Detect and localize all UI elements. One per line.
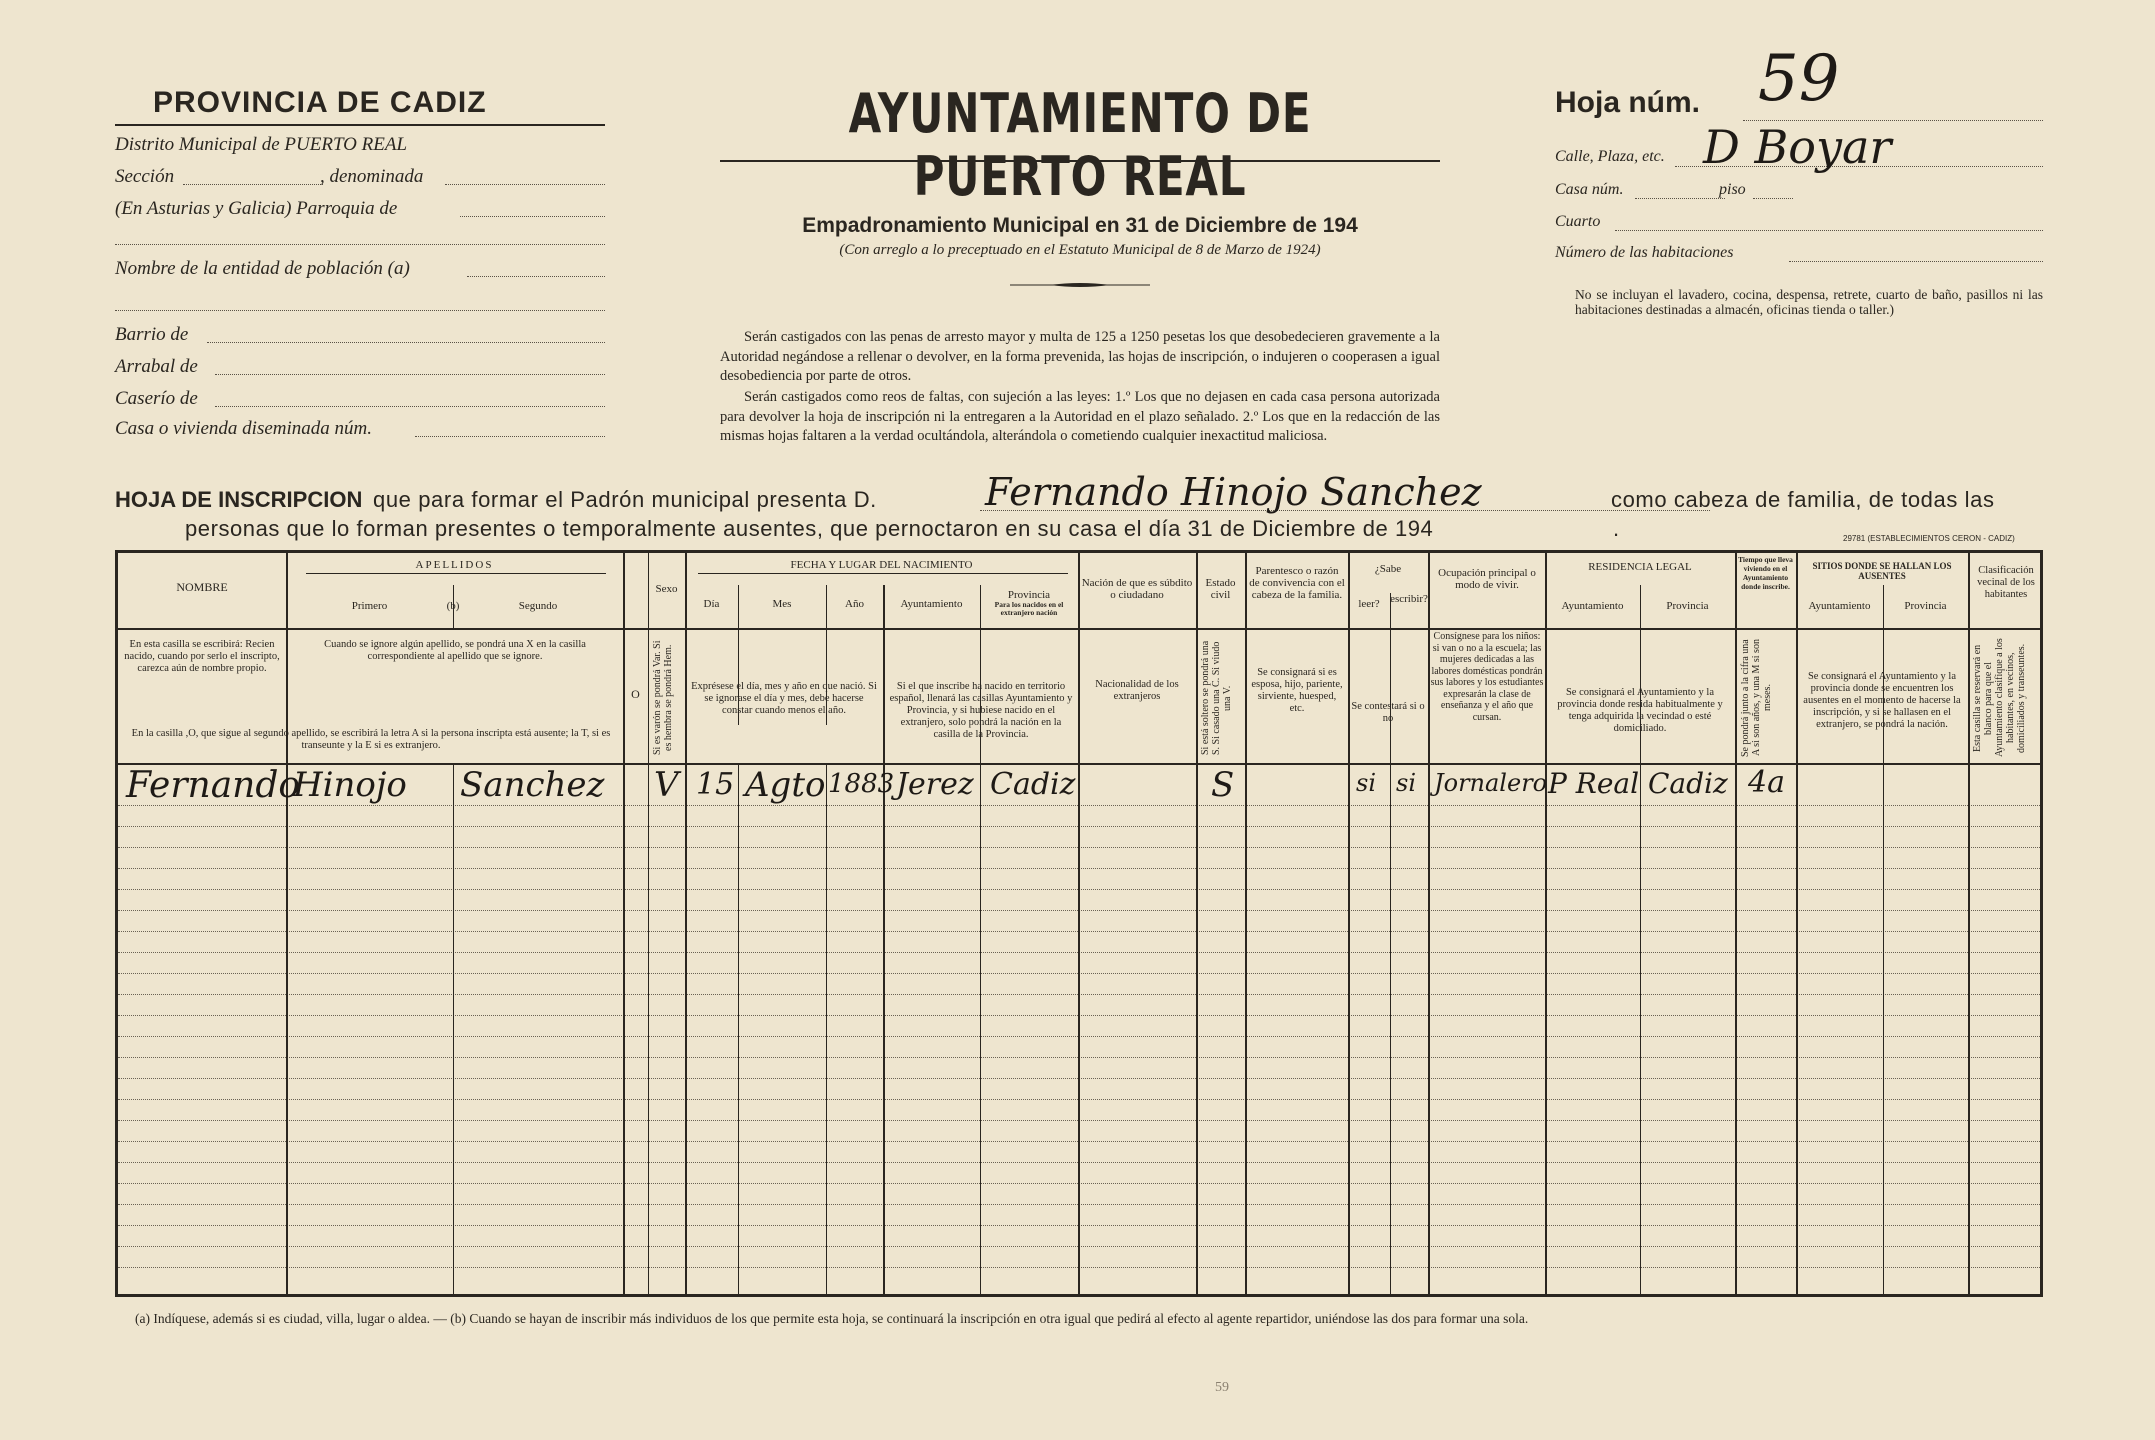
province-underline: [115, 124, 605, 126]
header-sabe: ¿Sabe: [1374, 563, 1402, 575]
inscripcion-text-1: que para formar el Padrón municipal presenta D.: [373, 487, 877, 512]
fecha-rule: [698, 573, 1068, 574]
penalty-paragraph-1: Serán castigados con las penas de arresto mayor y multa de 125 a 1250 pesetas los que desobedecieren gravemente a la Autoridad negándose a rellenar o devolver, en la forma prevenida, las hojas de inscripción, o indujeren o cooperasen a igual desobediencia por parte de otros.: [720, 329, 1440, 384]
col-rule: [286, 553, 288, 1294]
col-rule: [623, 553, 625, 1294]
ornament-divider: [1010, 276, 1150, 284]
entry-provincia: Cadiz: [990, 767, 1076, 802]
instr-clasificacion: Esta casilla se reservará en blanco para que el Ayuntamiento clasifique a los habitantes, en vecinos, domiciliados y transeuntes.: [1972, 638, 2027, 758]
barrio-line: [207, 342, 605, 343]
instr-tiempo: Se pondrá junto a la cifra una A si son años, y una M si son meses.: [1740, 639, 1773, 757]
denominada-line: [445, 184, 605, 185]
caserio-line: [215, 406, 605, 407]
entry-escribir: si: [1396, 769, 1416, 797]
col-rule: [648, 553, 649, 1294]
entry-ayuntamiento: Jerez: [896, 767, 974, 802]
entry-estado: S: [1211, 765, 1235, 805]
inscripcion-text-4: .: [1613, 516, 1620, 541]
parroquia-line-2: [115, 244, 605, 245]
estatuto-note: (Con arreglo a lo preceptuado en el Estatuto Municipal de 8 de Marzo de 1924): [839, 242, 1321, 258]
header-estado: Estado civil: [1205, 577, 1236, 601]
header-sit-prov: Provincia: [1904, 600, 1947, 612]
header-primero: Primero: [351, 600, 388, 612]
instr-sexo: Si es varón se pondrá Var. Si es hembra se pondrá Hem.: [652, 640, 674, 756]
entry-dia: 15: [696, 767, 735, 802]
barrio-label: Barrio de: [115, 324, 189, 345]
parroquia-line: [460, 216, 605, 217]
col-rule: [883, 585, 885, 1294]
entidad-line: [467, 276, 605, 277]
instr-nacion: Nacionalidad de los extranjeros: [1095, 679, 1179, 702]
entidad-label: Nombre de la entidad de población (a): [115, 258, 410, 279]
entidad-line-2: [115, 310, 605, 311]
inscripcion-text-2: como cabeza de familia, de todas las: [1611, 487, 1995, 512]
header-res-ayto: Ayuntamiento: [1561, 600, 1624, 612]
entry-mes: Agto: [745, 765, 826, 805]
inscripcion-lead: HOJA DE INSCRIPCION: [115, 487, 363, 512]
habitaciones-note: No se incluyan el lavadero, cocina, despensa, retrete, cuarto de baño, pasillos ni las habitaciones destinadas a almacén, oficinas tienda o taller.): [1575, 287, 2043, 317]
casa-num-line: [1635, 198, 1725, 199]
entry-tiempo: 4a: [1748, 765, 1785, 800]
header-nombre: NOMBRE: [176, 580, 228, 594]
instr-nombre: En esta casilla se escribirá: Recien nacido, cuando por serlo el inscripto, carezca aún de nombre propio.: [124, 639, 280, 674]
instr-ocupacion: Consígnese para los niños: si van o no a la escuela; las mujeres dedicadas a las labores domésticas pondrán sus labores y los estudiantes expresarán la clase de enseñanza y el año que cursan.: [1430, 631, 1544, 723]
instr-apellidos: Cuando se ignore algún apellido, se pondrá una X en la casilla correspondiente al apellido que se ignore.: [324, 639, 586, 662]
inscription-table: [115, 550, 2043, 1297]
col-rule: [453, 763, 454, 1294]
arrabal-label: Arrabal de: [115, 356, 198, 377]
apellidos-rule: [306, 573, 606, 574]
col-rule: [738, 763, 739, 1294]
header-escribir: escribir?: [1390, 593, 1428, 605]
instr-o: O: [631, 687, 640, 701]
casa-num-label: Casa núm.: [1555, 181, 1624, 198]
head-of-family-name: Fernando Hinojo Sanchez: [985, 470, 1482, 514]
left-header: [115, 82, 605, 452]
distrito-label: Distrito Municipal de PUERTO REAL: [115, 134, 408, 155]
cuarto-label: Cuarto: [1555, 213, 1601, 230]
denominada-label: , denominada: [320, 166, 424, 187]
header-ayuntamiento: Ayuntamiento: [900, 598, 963, 610]
col-rule: [1735, 553, 1737, 1294]
instr-estado: Si está soltero se pondrá una S. Si casado una C. Si viudo una V.: [1200, 640, 1233, 756]
entry-res-prov: Cadiz: [1648, 767, 1728, 800]
entry-anio: 1883: [828, 769, 895, 799]
inscripcion-text-3: personas que lo forman presentes o temporalmente ausentes, que pernoctaron en su casa el día 31 de Diciembre de 194: [185, 516, 1434, 541]
habitaciones-line: [1789, 261, 2043, 262]
cuarto-line: [1615, 230, 2043, 231]
center-header: [700, 82, 1460, 472]
entry-primero: Hinojo: [293, 765, 407, 805]
header-parentesco: Parentesco o razón de convivencia con el cabeza de la familia.: [1249, 565, 1345, 601]
entry-sexo: V: [654, 765, 679, 805]
arrabal-line: [215, 374, 605, 375]
header-leer: leer?: [1358, 598, 1380, 610]
entry-leer: si: [1356, 769, 1376, 797]
printer-mark: 29781 (ESTABLECIMIENTOS CERON - CADIZ): [1843, 534, 2015, 543]
header-clasificacion: Clasificación vecinal de los habitantes: [1977, 565, 2035, 600]
header-anio: Año: [845, 598, 864, 610]
header-provincia: Provincia: [1007, 589, 1051, 601]
seccion-label: Sección: [115, 166, 175, 187]
col-rule: [685, 553, 687, 1294]
entry-nombre: Fernando: [126, 765, 301, 806]
header-ocupacion: Ocupación principal o modo de vivir.: [1438, 567, 1536, 591]
calle-value: D Boyar: [1703, 120, 1892, 174]
header-b-note: (b): [446, 600, 460, 612]
seccion-line: [183, 184, 323, 185]
entry-ocupacion: Jornalero: [1434, 769, 1548, 797]
col-rule: [1968, 553, 1970, 1294]
instr-casilla-o: En la casilla ,O, que sigue al segundo apellido, se escribirá la letra A si la persona inscripta está ausente; la T, si es transeunte y la E si es extranjero.: [131, 728, 611, 751]
title-underline: [720, 160, 1440, 162]
instr-lugar: Si el que inscribe ha nacido en territorio español, llenará las casillas Ayuntamiento y Provincia, y si hubiese nacido en el extranjero, solo pondrá la nación en la casilla de la Provincia.: [889, 681, 1073, 740]
penalty-paragraph-2: Serán castigados como reos de faltas, con sujeción a las leyes: 1.º Los que no dejasen en cada casa persona autorizada para devolver la hoja de inscripción ni la entregaren a la Autoridad en el plazo señalado. 2.º Los que en la redacción de las mismas hojas faltaren a la verdad ocultándola, alterándola o cometiendo cualquier inexactitud maliciosa.: [720, 389, 1440, 444]
header-sit-ayto: Ayuntamiento: [1808, 600, 1871, 612]
col-rule: [826, 763, 827, 1294]
header-sitios: SITIOS DONDE SE HALLAN LOS AUSENTES: [1812, 561, 1952, 581]
hoja-num-label: Hoja núm.: [1555, 86, 1701, 119]
col-rule: [1245, 553, 1247, 1294]
header-res-prov: Provincia: [1666, 600, 1709, 612]
inscripcion-block: [115, 470, 2045, 544]
col-rule: [1390, 593, 1391, 1294]
casa-diseminada-line: [415, 436, 605, 437]
col-rule: [1196, 553, 1198, 1294]
entry-res-ayto: P Real: [1548, 767, 1640, 800]
empadronamiento-subtitle: Empadronamiento Municipal en 31 de Diciembre de 194: [802, 214, 1358, 237]
col-rule: [1545, 553, 1547, 1294]
entry-segundo: Sanchez: [460, 765, 605, 805]
header-apellidos: APELLIDOS: [415, 559, 494, 571]
province-title: PROVINCIA DE CADIZ: [153, 86, 487, 119]
parroquia-label: (En Asturias y Galicia) Parroquia de: [115, 198, 398, 219]
header-nacion: Nación de que es súbdito o ciudadano: [1081, 577, 1193, 601]
ayuntamiento-title: AYUNTAMIENTO DE PUERTO REAL: [848, 82, 1312, 208]
col-rule: [1348, 553, 1350, 1294]
instr-parentesco: Se consignará si es esposa, hijo, pariente, sirviente, huesped, etc.: [1251, 667, 1343, 714]
casa-diseminada-label: Casa o vivienda diseminada núm.: [115, 418, 373, 439]
header-tiempo: Tiempo que lleva viviendo en el Ayuntamiento donde inscribe.: [1738, 555, 1793, 591]
header-dia: Día: [703, 598, 720, 610]
piso-line: [1753, 198, 1793, 199]
header-sexo: Sexo: [655, 583, 678, 595]
col-rule: [1796, 553, 1798, 1294]
instr-sitios: Se consignará el Ayuntamiento y la provincia donde se encuentren los ausentes en el momento de hacerse la inscripción, y si se hallasen en el extranjero, se pondrá la nación.: [1803, 671, 1961, 730]
caserio-label: Caserío de: [115, 388, 198, 409]
header-segundo: Segundo: [518, 600, 558, 612]
header-fecha-lugar: FECHA Y LUGAR DEL NACIMIENTO: [790, 559, 973, 571]
instr-fecha: Exprésese el día, mes y año en que nació. Si se ignorase el día y mes, debe hacerse constar cuando menos el año.: [691, 681, 877, 716]
footer-note: (a) Indíquese, además si es ciudad, villa, lugar o aldea. — (b) Cuando se hayan de inscribir más individuos de los que permite esta hoja, se continuará la inscripción en otra igual que pedirá al efecto al agente repartidor, uniéndose las dos para formar una sola.: [135, 1311, 1529, 1326]
instr-sabe: Se contestará si o no: [1351, 701, 1425, 724]
hoja-num-value: 59: [1758, 42, 1840, 116]
right-header: [1553, 42, 2043, 340]
header-provincia-note: Para los nacidos en el extranjero nación: [994, 600, 1064, 617]
calle-label: Calle, Plaza, etc.: [1555, 148, 1665, 165]
instr-residencia: Se consignará el Ayuntamiento y la provincia donde resida habitualmente y tenga adquirida la vecindad o esté domiciliado.: [1557, 687, 1723, 734]
header-residencia: RESIDENCIA LEGAL: [1588, 561, 1692, 573]
col-rule: [1078, 553, 1080, 1294]
piso-label: piso: [1719, 181, 1746, 198]
habitaciones-label: Número de las habitaciones: [1555, 244, 1734, 261]
header-mes: Mes: [772, 598, 792, 610]
page-mark: 59: [1215, 1380, 1229, 1395]
